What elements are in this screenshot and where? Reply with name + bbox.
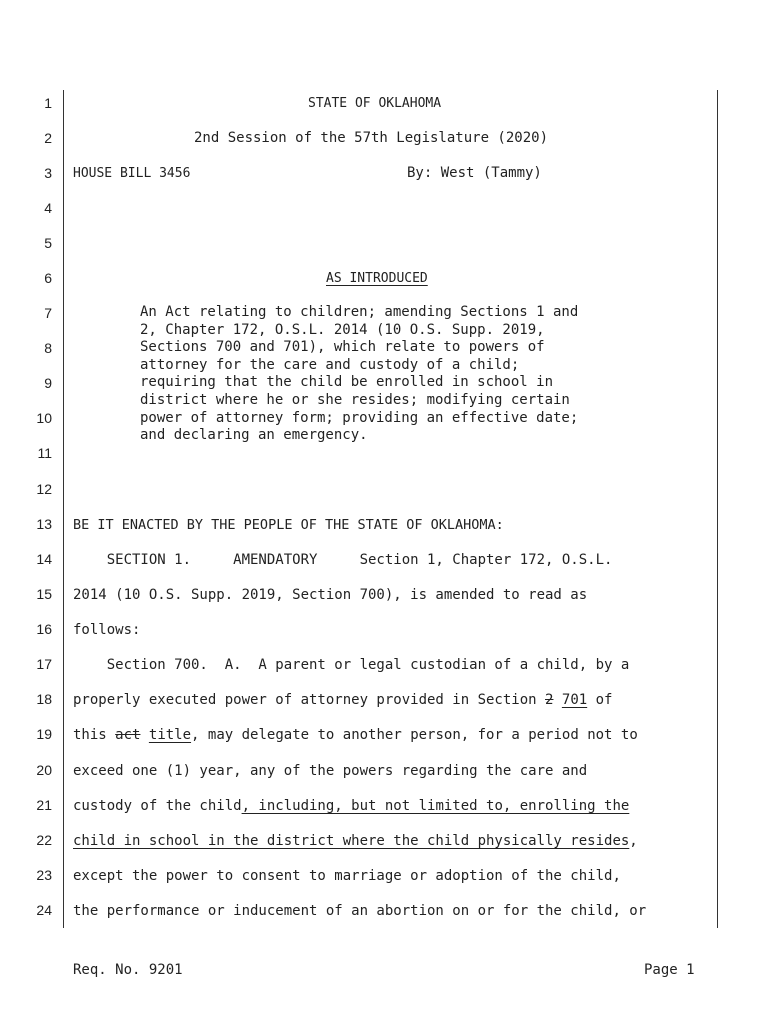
body-line: the performance or inducement of an abortion on or for the child, or [73,903,647,919]
abstract-line: district where he or she resides; modifying certain [140,391,570,408]
body-text: this [73,727,116,743]
line-number: 23 [36,867,52,883]
line-number: 17 [36,656,52,672]
line-number: 4 [44,200,52,216]
abstract-line: and declaring an emergency. [140,427,368,444]
struck-text: act [115,727,141,743]
body-line [73,727,638,744]
body-line: exceed one (1) year, any of the powers regarding the care and [73,763,588,779]
body-line: Section 700. A. A parent or legal custodian of a child, by a [73,657,630,673]
bill-status: AS INTRODUCED [326,271,428,286]
line-number: 15 [36,586,52,602]
body-text: , may delegate to another person, for a period not to [191,727,638,743]
abstract-line: 2, Chapter 172, O.S.L. 2014 (10 O.S. Supp. 2019, [140,321,545,338]
request-number: Req. No. 9201 [73,962,183,978]
line-number: 21 [36,797,52,813]
body-text: of [587,692,613,708]
right-margin-rule [717,90,718,928]
line-number: 18 [36,691,52,707]
line-number: 19 [36,726,52,742]
line-number: 9 [44,375,52,391]
abstract-line: power of attorney form; providing an effective date; [140,409,579,426]
line-number: 7 [44,305,52,321]
inserted-text: 701 [561,692,588,708]
line-number: 12 [36,481,52,497]
line-number: 5 [44,235,52,251]
body-line [73,833,638,850]
bill-number: HOUSE BILL 3456 [73,166,191,181]
line-number: 22 [36,832,52,848]
body-line: SECTION 1. AMENDATORY Section 1, Chapter 172, O.S.L. [73,552,613,568]
line-number: 11 [37,445,52,461]
left-margin-rule [63,90,64,928]
body-line [73,692,612,709]
body-text: custody of the child [73,798,242,814]
body-text: properly executed power of attorney provided in Section [73,692,546,708]
line-number: 6 [44,270,52,286]
inserted-text: , including, but not limited to, enrolling the [241,798,630,814]
inserted-text: child in school in the district where the child physically resides [73,833,630,849]
line-number: 3 [44,165,52,181]
struck-text: 2 [545,692,554,708]
abstract-line: requiring that the child be enrolled in school in [140,374,554,391]
enacting-clause: BE IT ENACTED BY THE PEOPLE OF THE STATE OF OKLAHOMA: [73,517,504,533]
line-number: 20 [36,762,52,778]
line-number: 2 [44,130,52,146]
body-text: , [629,833,638,849]
line-number: 13 [36,516,52,532]
state-heading: STATE OF OKLAHOMA [308,96,442,111]
act-abstract [140,304,640,445]
body-line: follows: [73,622,141,638]
bill-author: By: West (Tammy) [407,165,542,181]
line-number: 1 [44,95,52,111]
line-number: 14 [36,551,52,567]
abstract-line: Sections 700 and 701), which relate to powers of [140,339,545,356]
space [140,727,148,743]
abstract-line: An Act relating to children; amending Sections 1 and [140,304,579,320]
space [553,692,561,708]
line-number: 10 [36,410,52,426]
body-line: except the power to consent to marriage or adoption of the child, [73,868,621,884]
session-heading: 2nd Session of the 57th Legislature (2020) [194,130,549,146]
body-line: 2014 (10 O.S. Supp. 2019, Section 700), is amended to read as [73,587,588,603]
line-number: 24 [36,902,52,918]
inserted-text: title [148,727,192,743]
line-number: 8 [44,340,52,356]
page-number: Page 1 [644,962,695,978]
abstract-line: attorney for the care and custody of a child; [140,356,520,373]
line-number: 16 [36,621,52,637]
body-line [73,798,629,815]
